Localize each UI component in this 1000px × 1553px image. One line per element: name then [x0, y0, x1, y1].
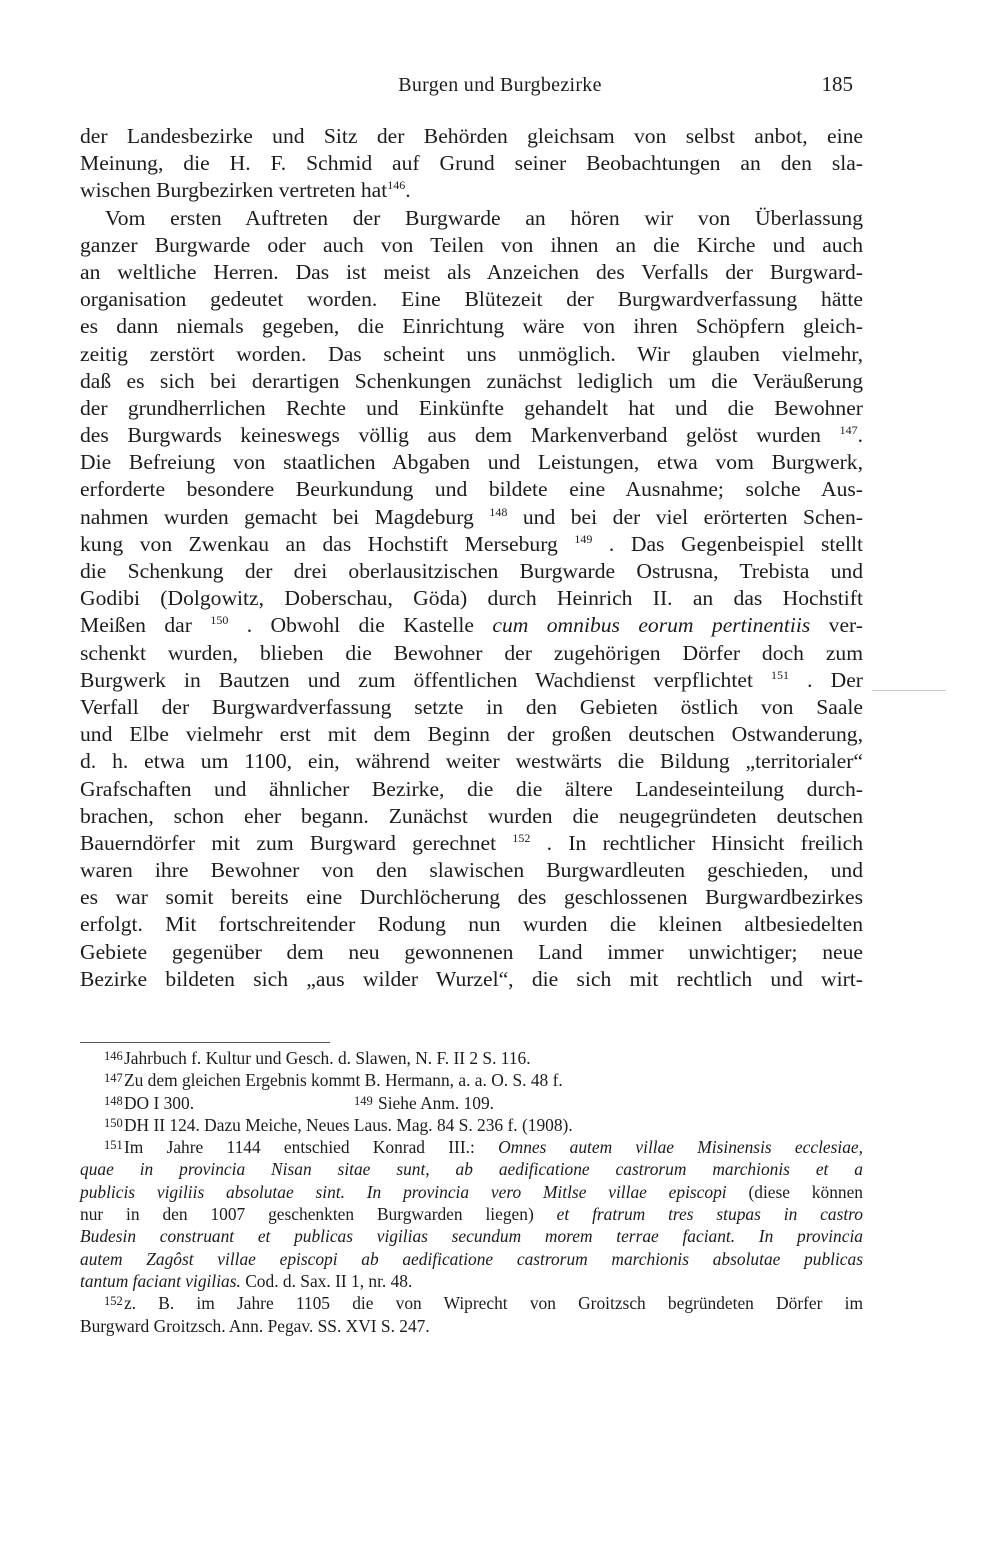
- footnote-text: Zu dem gleichen Ergebnis kommt B. Hermann, a. a. O. S. 48 f.: [124, 1070, 563, 1091]
- text-span: Bauerndörfer mit zum Burgward gerechnet: [80, 830, 497, 855]
- text-line: Die Befreiung von staatlichen Abgaben und Leistungen, etwa vom Burgwerk,: [80, 450, 863, 475]
- footnote-line: [80, 1203, 863, 1225]
- text-line: [80, 504, 863, 531]
- footnote-ref: 152: [512, 830, 531, 845]
- text-span: .: [405, 178, 411, 203]
- latin-quote: et fratrum tres stupas in castro: [556, 1204, 863, 1225]
- text-span: nahmen wurden gemacht bei Magdeburg: [80, 504, 474, 529]
- text-line: es dann niemals gegeben, die Einrichtung wäre von ihren Schöpfern gleich-: [80, 314, 863, 339]
- footnote-text: (diese können: [748, 1181, 864, 1202]
- latin-quote: autem Zagôst villae episcopi ab aedificatione castrorum marchionis absolutae publicas: [80, 1248, 863, 1269]
- text-line: Gebiete gegenüber dem neu gewonnenen Land immer unwichtiger; neue: [80, 939, 863, 964]
- text-span: Burgwerk in Bautzen und zum öffentlichen Wachdienst verpflichtet: [80, 667, 753, 692]
- text-line: [80, 531, 863, 558]
- main-text: [80, 123, 863, 993]
- footnote: 147Zu dem gleichen Ergebnis kommt B. Hermann, a. a. O. S. 48 f.: [104, 1070, 563, 1091]
- footnote: 152z. B. im Jahre 1105 die von Wiprecht von Groitzsch begründeten Dörfer im: [104, 1293, 863, 1314]
- text-line: die Schenkung der drei oberlausitzischen Burgwarde Ostrusna, Trebista und: [80, 559, 863, 583]
- footnote-line: [80, 1225, 863, 1247]
- footnote-text: Siehe Anm. 109.: [378, 1092, 494, 1113]
- text-line: zeitig zerstört worden. Das scheint uns unmöglich. Wir glauben vielmehr,: [80, 341, 863, 366]
- footnote-divider: [80, 1042, 330, 1043]
- footnote: 146Jahrbuch f. Kultur und Gesch. d. Slawen, N. F. II 2 S. 116.: [104, 1048, 531, 1068]
- text-line: ganzer Burgwarde oder auch von Teilen von ihnen an die Kirche und auch: [80, 232, 863, 257]
- text-span: .: [857, 423, 864, 448]
- footnote-text: nur in den 1007 geschenkten Burgwarden liegen): [80, 1204, 557, 1225]
- text-line: erforderte besondere Beurkundung und bildete eine Ausnahme; solche Aus-: [80, 477, 863, 502]
- text-line: [80, 830, 863, 857]
- footnote: 148DO I 300. 149 Siehe Anm. 109.: [104, 1092, 494, 1113]
- text-line: Bezirke bildeten sich „aus wilder Wurzel“, die sich mit rechtlich und wirt-: [80, 966, 863, 991]
- text-line: daß es sich bei derartigen Schenkungen zunächst lediglich um die Veräußerung: [80, 368, 863, 393]
- latin-quote: quae in provincia Nisan sitae sunt, ab aedificatione castrorum marchionis et a: [80, 1159, 863, 1180]
- text-line: Meinung, die H. F. Schmid auf Grund seiner Beobachtungen an den sla-: [80, 151, 863, 176]
- text-line: brachen, schon eher begann. Zunächst wurden die neugegründeten deutschen: [80, 803, 863, 828]
- footnote-ref: 151: [771, 667, 790, 682]
- text-span: ver-: [828, 613, 863, 638]
- running-title: Burgen und Burgbezirke: [398, 74, 602, 96]
- latin-quote: tantum faciant vigilias.: [80, 1270, 241, 1291]
- text-line: [80, 612, 863, 639]
- latin-quote: publicis vigiliis absolutae sint. In provincia vero Mitlse villae episcopi: [80, 1181, 727, 1202]
- text-line: es war somit bereits eine Durchlöcherung des geschlossenen Burgwardbezirkes: [80, 885, 863, 910]
- text-span: . In rechtlicher Hinsicht freilich: [546, 830, 863, 855]
- footnote-text: DH II 124. Dazu Meiche, Neues Laus. Mag. 84 S. 236 f. (1908).: [124, 1114, 573, 1135]
- text-line: [80, 422, 863, 449]
- footnote: 151Im Jahre 1144 entschied Konrad III.: Omnes autem villae Misinensis ecclesiae,: [104, 1137, 863, 1158]
- latin-quote: Budesin construant et publicas vigilias secundum morem terrae faciant. In provincia: [80, 1226, 863, 1247]
- text-span: . Das Gegenbeispiel stellt: [608, 531, 864, 556]
- text-line: der grundherrlichen Rechte und Einkünfte gehandelt hat und die Bewohner: [80, 395, 863, 420]
- text-line: Grafschaften und ähnlicher Bezirke, die die ältere Landeseinteilung durch-: [80, 776, 863, 801]
- text-line: schenkt wurden, blieben die Bewohner der zugehörigen Dörfer doch zum: [80, 640, 863, 665]
- text-span: des Burgwards keineswegs völlig aus dem Markenverband gelöst wurden: [80, 423, 821, 448]
- text-line: Vom ersten Auftreten der Burgwarde an hören wir von Überlassung: [105, 205, 863, 230]
- footnote-line: [80, 1315, 863, 1337]
- text-line: waren ihre Bewohner von den slawischen Burgwardleuten geschieden, und: [80, 858, 863, 883]
- page-number: 185: [821, 72, 853, 96]
- latin-quote: Omnes autem villae Misinensis ecclesiae,: [498, 1137, 863, 1158]
- footnote-line: [80, 1270, 863, 1292]
- text-line: [80, 667, 863, 694]
- footnote-text: DO I 300.: [124, 1092, 195, 1113]
- footnotes: [80, 1047, 863, 1337]
- text-span: wischen Burgbezirken vertreten hat: [80, 178, 388, 203]
- footnote-text: Burgward Groitzsch. Ann. Pegav. SS. XVI S. 247.: [80, 1315, 430, 1336]
- footnote-ref: 146: [387, 178, 406, 193]
- text-span: Meißen dar: [80, 613, 192, 638]
- text-span: . Der: [807, 667, 863, 692]
- text-line: [80, 177, 863, 204]
- text-line: Verfall der Burgwardverfassung setzte in den Gebieten östlich von Saale: [80, 694, 863, 719]
- margin-mark: [872, 690, 946, 691]
- footnote-line: [80, 1181, 863, 1203]
- footnote-ref: 150: [210, 613, 229, 628]
- text-line: der Landesbezirke und Sitz der Behörden gleichsam von selbst anbot, eine: [80, 124, 863, 148]
- footnote: 150DH II 124. Dazu Meiche, Neues Laus. Mag. 84 S. 236 f. (1908).: [104, 1114, 573, 1135]
- text-line: an weltliche Herren. Das ist meist als Anzeichen des Verfalls der Burgward-: [80, 259, 863, 284]
- text-line: und Elbe vielmehr erst mit dem Beginn der großen deutschen Ostwanderung,: [80, 722, 863, 747]
- footnote-text: z. B. im Jahre 1105 die von Wiprecht von Groitzsch begründeten Dörfer im: [124, 1293, 863, 1314]
- footnote-text: Cod. d. Sax. II 1, nr. 48.: [240, 1270, 413, 1291]
- text-line: organisation gedeutet worden. Eine Blütezeit der Burgwardverfassung hätte: [80, 287, 863, 312]
- footnote-ref: 147: [839, 423, 858, 438]
- footnote-text: Im Jahre 1144 entschied Konrad III.:: [124, 1137, 499, 1158]
- footnote-ref: 149: [574, 531, 593, 546]
- text-span: . Obwohl die Kastelle: [246, 613, 493, 638]
- footnote-text: Jahrbuch f. Kultur und Gesch. d. Slawen, N. F. II 2 S. 116.: [124, 1048, 531, 1068]
- text-span: kung von Zwenkau an das Hochstift Merseburg: [80, 531, 558, 556]
- footnote-line: [80, 1158, 863, 1180]
- footnote-ref: 148: [489, 504, 508, 519]
- text-line: d. h. etwa um 1100, ein, während weiter westwärts die Bildung „territorialer“: [80, 749, 863, 774]
- text-line: erfolgt. Mit fortschreitender Rodung nun wurden die kleinen altbesiedelten: [80, 912, 863, 937]
- text-line: Godibi (Dolgowitz, Doberschau, Göda) durch Heinrich II. an das Hochstift: [80, 586, 863, 611]
- text-span: und bei der viel erörterten Schen-: [522, 504, 863, 529]
- latin-quote: cum omnibus eorum pertinentiis: [492, 613, 811, 638]
- footnote-line: [80, 1248, 863, 1270]
